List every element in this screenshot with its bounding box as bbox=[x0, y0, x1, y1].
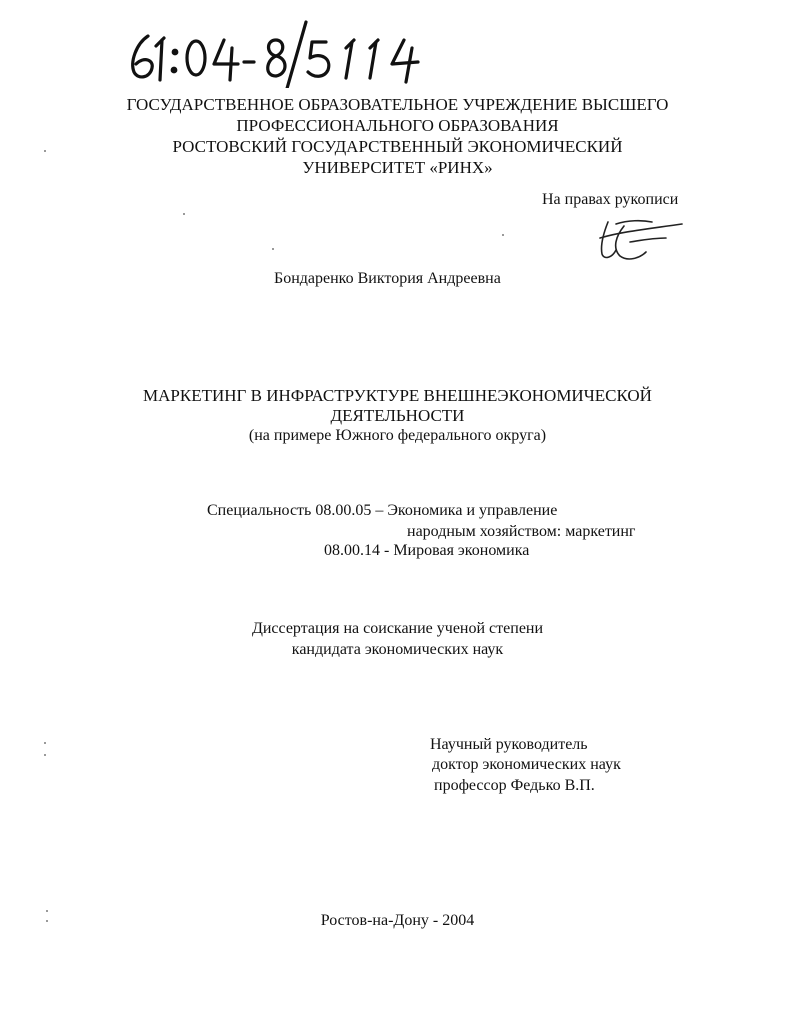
scan-speck bbox=[272, 248, 274, 250]
title-line-2: ДЕЯТЕЛЬНОСТИ bbox=[330, 406, 465, 425]
scan-speck bbox=[46, 920, 48, 922]
dissertation-degree-line-1: Диссертация на соискание ученой степени bbox=[251, 620, 544, 637]
institution-line-3: РОСТОВСКИЙ ГОСУДАРСТВЕННЫЙ ЭКОНОМИЧЕСКИЙ bbox=[172, 137, 623, 156]
author-name: Бондаренко Виктория Андреевна bbox=[274, 270, 501, 287]
speciality-line-3: 08.00.14 - Мировая экономика bbox=[324, 542, 530, 559]
institution-line-2: ПРОФЕССИОНАЛЬНОГО ОБРАЗОВАНИЯ bbox=[236, 116, 559, 135]
title-line-1: МАРКЕТИНГ В ИНФРАСТРУКТУРЕ ВНЕШНЕЭКОНОМИЧЕСКОЙ bbox=[143, 386, 652, 405]
supervisor-line-3: профессор Федько В.П. bbox=[434, 777, 595, 794]
institution-line-4: УНИВЕРСИТЕТ «РИНХ» bbox=[302, 158, 493, 177]
institution-header bbox=[0, 94, 795, 178]
scan-speck bbox=[46, 910, 48, 912]
speciality-line-1: Специальность 08.00.05 – Экономика и управление bbox=[207, 502, 558, 519]
speciality-line-2: народным хозяйством: маркетинг bbox=[407, 523, 636, 540]
signature-mark bbox=[590, 212, 690, 264]
scan-speck bbox=[183, 213, 185, 215]
scan-speck bbox=[502, 234, 504, 236]
handwritten-archive-code bbox=[120, 18, 430, 88]
scan-speck bbox=[44, 742, 46, 744]
supervisor-line-1: Научный руководитель bbox=[430, 736, 588, 753]
dissertation-degree-line-2: кандидата экономических наук bbox=[291, 641, 504, 658]
scan-speck bbox=[44, 754, 46, 756]
city-year: Ростов-на-Дону - 2004 bbox=[320, 912, 475, 929]
dissertation-subtitle: (на примере Южного федерального округа) bbox=[248, 427, 547, 444]
scan-speck bbox=[44, 150, 46, 152]
dissertation-title bbox=[0, 386, 795, 426]
institution-line-1: ГОСУДАРСТВЕННОЕ ОБРАЗОВАТЕЛЬНОЕ УЧРЕЖДЕНИЕ ВЫСШЕГО bbox=[126, 95, 669, 114]
rights-note: На правах рукописи bbox=[542, 191, 679, 208]
supervisor-line-2: доктор экономических наук bbox=[432, 756, 621, 773]
